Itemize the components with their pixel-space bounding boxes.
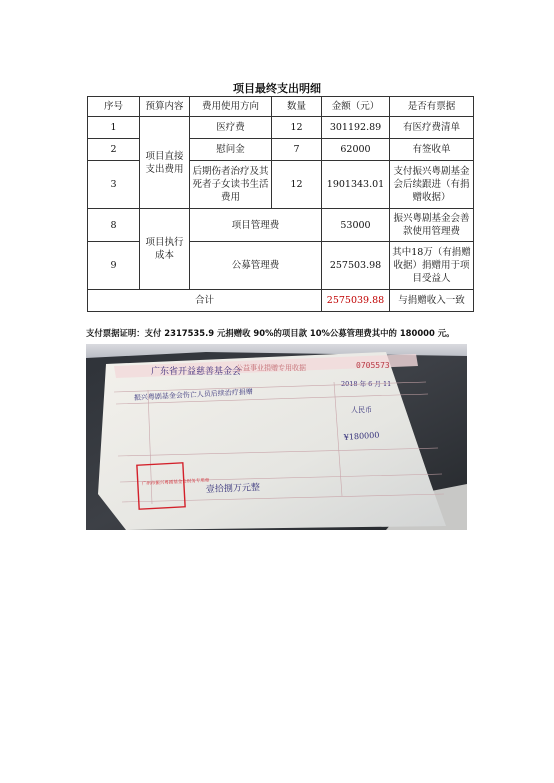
row-no: 1 (88, 117, 140, 139)
row-receipt: 支付振兴粤剧基金会后续跟进（有捐赠收据） (390, 161, 474, 209)
page-title: 项目最终支出明细 (233, 82, 321, 95)
receipt-date: 2018 年 6 月 11 (341, 380, 392, 388)
row-receipt: 有签收单 (390, 139, 474, 161)
total-amount: 2575039.88 (322, 290, 390, 312)
header-cell: 序号 (88, 97, 140, 117)
receipt-amount-words: 壹拾捌万元整 (205, 483, 261, 495)
row-amount: 301192.89 (322, 117, 390, 139)
row-qty: 12 (272, 117, 322, 139)
header-cell: 是否有票据 (390, 97, 474, 117)
row-receipt: 有医疗费清单 (390, 117, 474, 139)
table-row (88, 117, 474, 139)
receipt-amount: ¥180000 (343, 430, 380, 442)
row-no: 8 (88, 209, 140, 242)
total-row (88, 290, 474, 312)
receipt-unit: 人民币 (351, 406, 372, 414)
row-qty: 12 (272, 161, 322, 209)
expense-table (87, 96, 474, 312)
stamp-text: 广州市振兴粤剧基金会财务专用章 (141, 478, 210, 487)
row-amount: 62000 (322, 139, 390, 161)
row-receipt: 振兴粤剧基金会善款使用管理费 (390, 209, 474, 242)
row-no: 3 (88, 161, 140, 209)
row-amount: 257503.98 (322, 242, 390, 290)
table-row (88, 209, 474, 242)
row-receipt: 其中18万（有捐赠收据）捐赠用于项目受益人 (390, 242, 474, 290)
row-qty: 7 (272, 139, 322, 161)
row-no: 2 (88, 139, 140, 161)
receipt-photo (86, 344, 467, 530)
row-amount: 53000 (322, 209, 390, 242)
row-direction: 后期伤者治疗及其死者子女读书生活费用 (190, 161, 272, 209)
budget-group-execution: 项目执行成本 (140, 209, 190, 290)
header-cell: 金额（元） (322, 97, 390, 117)
receipt-photo-drawing (86, 344, 467, 530)
row-direction: 慰问金 (190, 139, 272, 161)
row-amount: 1901343.01 (322, 161, 390, 209)
table-header-row (88, 97, 474, 117)
header-cell: 预算内容 (140, 97, 190, 117)
receipt-recipient: 广东省开益慈善基金会 (151, 367, 242, 377)
budget-group-direct: 项目直接支出费用 (140, 117, 190, 209)
payment-note: 支付票据证明：支付 2317535.9 元捐赠收 90%的项目款 10%公募管理费其中的 180000 元。 (86, 328, 455, 338)
row-direction: 公募管理费 (190, 242, 322, 290)
total-receipt: 与捐赠收入一致 (390, 290, 474, 312)
total-label: 合计 (88, 290, 322, 312)
receipt-header: 公益事业捐赠专用收据 (236, 364, 306, 372)
receipt-serial: 0705573 (356, 361, 390, 370)
row-direction: 项目管理费 (190, 209, 322, 242)
row-direction: 医疗费 (190, 117, 272, 139)
receipt-purpose: 振兴粤剧基金会伤亡人员后续治疗捐赠 (133, 387, 253, 402)
row-no: 9 (88, 242, 140, 290)
header-cell: 费用使用方向 (190, 97, 272, 117)
header-cell: 数量 (272, 97, 322, 117)
